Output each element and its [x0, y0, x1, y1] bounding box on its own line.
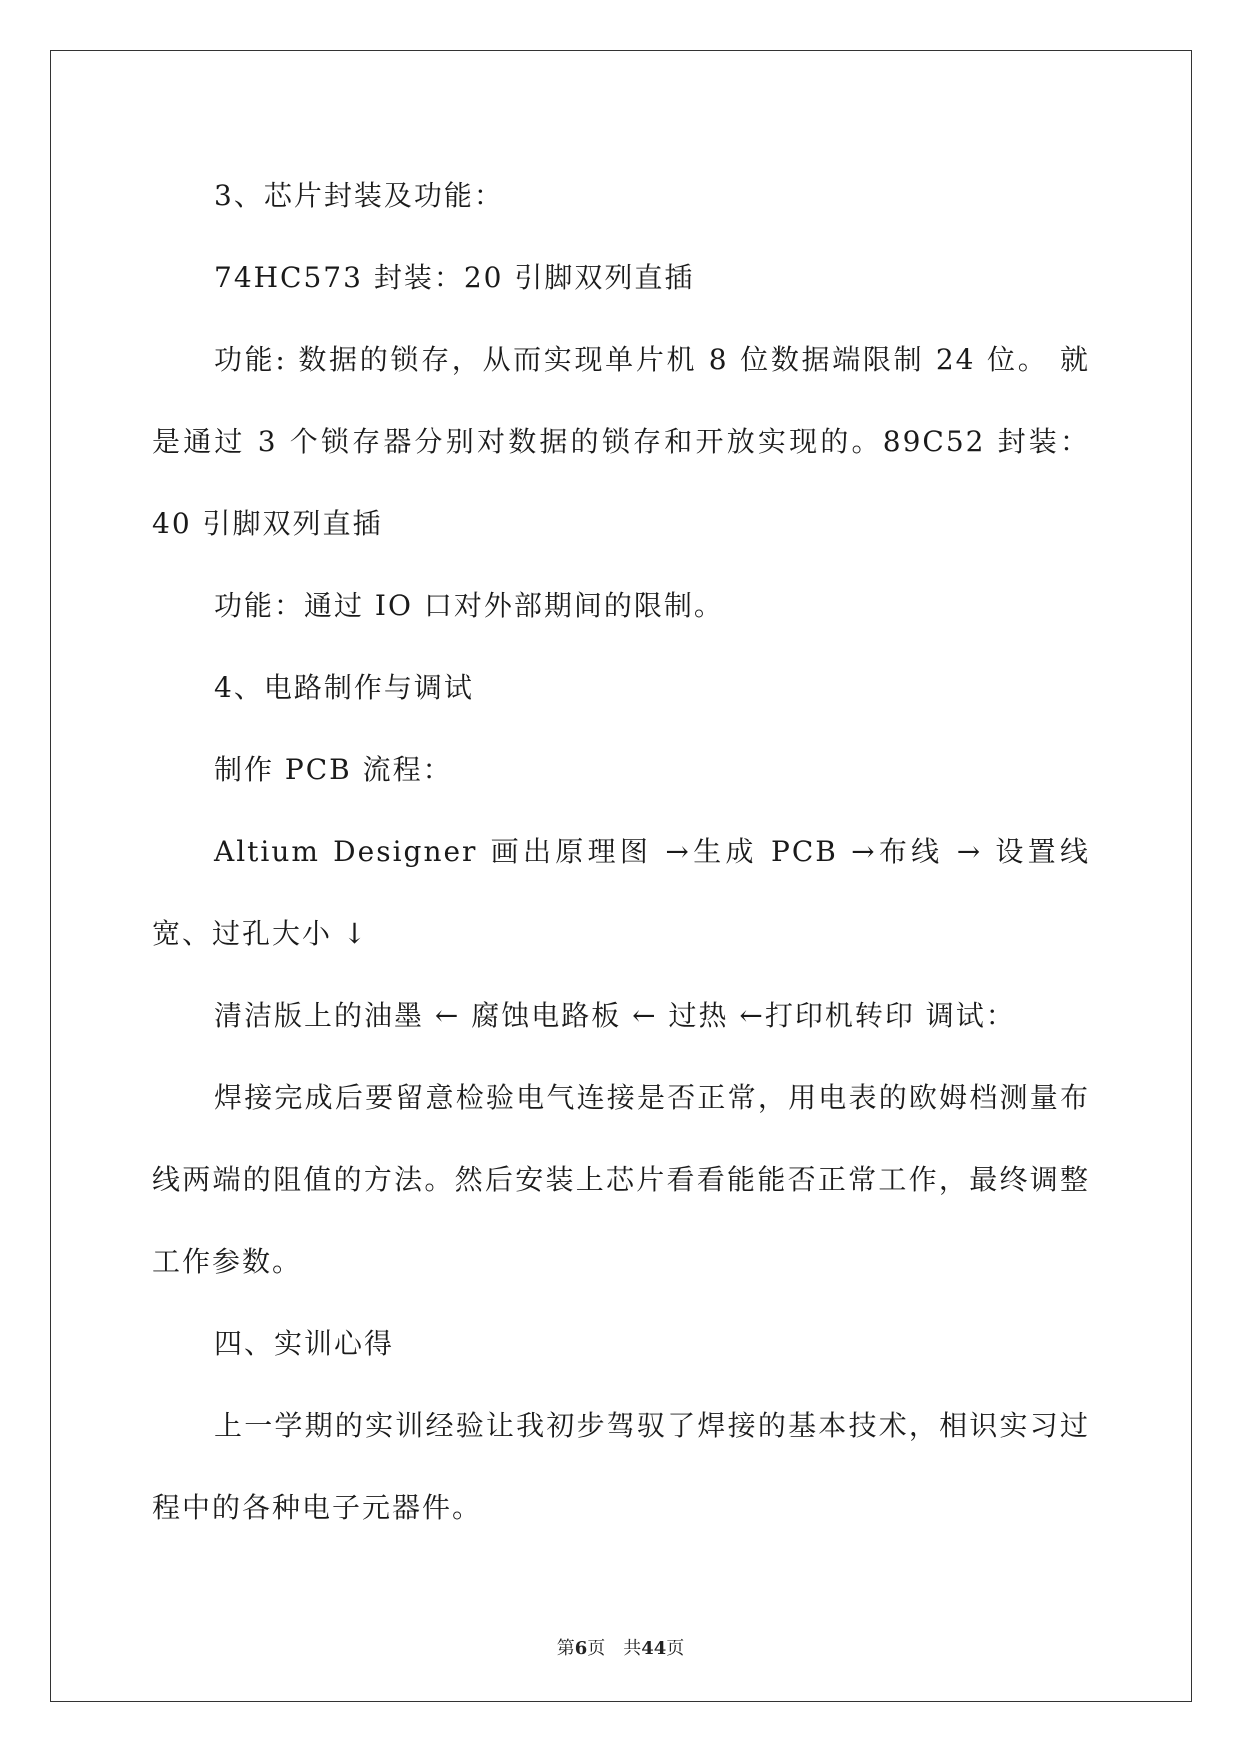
paragraph-4: 功能：通过 IO 口对外部期间的限制。: [214, 589, 724, 622]
footer-page-number: 6: [574, 1638, 588, 1659]
paragraph-9: 焊接完成后要留意检验电气连接是否正常，用电表的欧姆档测量布线两端的阻值的方法。然后安装上芯片看看能能否正常工作，最终调整工作参数。: [152, 1081, 1090, 1278]
footer-total-pages: 44: [641, 1638, 667, 1659]
paragraph-3: 功能: 数据的锁存，从而实现单片机 8 位数据端限制 24 位。 就是通过 3 个锁存器分别对数据的锁存和开放实现的。89C52 封装：40 引脚双列直插: [152, 343, 1090, 540]
paragraph-8: 清洁版上的油墨 ← 腐蚀电路板 ← 过热 ←打印机转印 调试：: [214, 999, 1016, 1032]
footer-total-suffix: 页: [666, 1638, 685, 1659]
footer-page-suffix: 页: [587, 1638, 606, 1659]
footer-prefix: 第: [556, 1638, 575, 1659]
paragraph-1: 3、芯片封装及功能：: [214, 179, 504, 212]
footer-total-prefix: 共: [623, 1638, 642, 1659]
paragraph-7: Altium Designer 画出原理图 →生成 PCB →布线 → 设置线宽、过孔大小 ↓: [152, 835, 1090, 950]
paragraph-10: 四、实训心得: [214, 1327, 395, 1360]
paragraph-5: 4、电路制作与调试: [214, 671, 474, 704]
paragraph-6: 制作 PCB 流程：: [214, 753, 453, 786]
document-body: [152, 155, 1090, 1549]
paragraph-11: 上一学期的实训经验让我初步驾驭了焊接的基本技术，相识实习过程中的各种电子元器件。: [152, 1409, 1090, 1524]
page-footer: [0, 1634, 1241, 1660]
paragraph-2: 74HC573 封装：20 引脚双列直插: [214, 261, 695, 294]
